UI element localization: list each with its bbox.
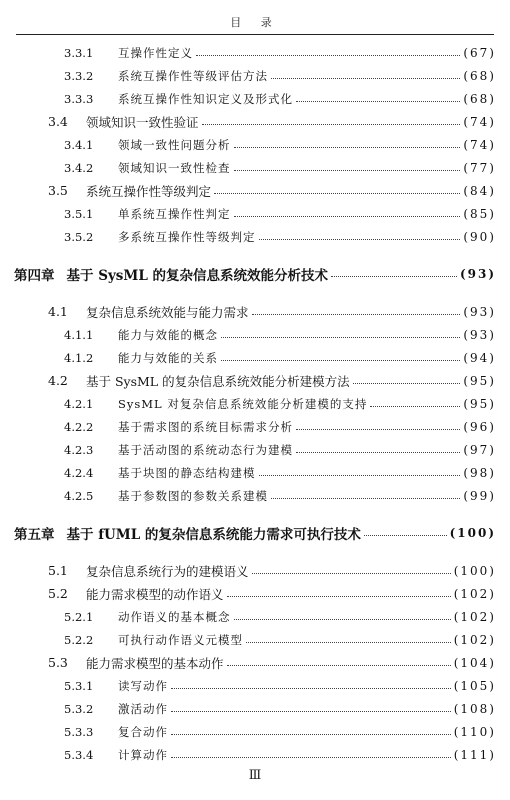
dot-leader [271, 498, 460, 499]
toc-entry [64, 133, 496, 156]
toc-entry-page: (84) [463, 183, 496, 198]
toc-entry [64, 225, 496, 248]
dot-leader [171, 757, 451, 758]
toc-entry-page: (77) [463, 160, 496, 175]
toc-entry [64, 346, 496, 369]
toc-entry-title: 计算动作 [118, 747, 168, 762]
toc-entry-number: 5.3.2 [64, 701, 94, 716]
toc-entry-number: 3.5.1 [64, 206, 94, 221]
dot-leader [296, 101, 460, 102]
toc-entry-title: 系统互操作性等级判定 [86, 183, 212, 199]
toc-entry-number: 4.2.3 [64, 442, 94, 457]
dot-leader [234, 619, 451, 620]
toc-entry-title: 领域知识一致性验证 [86, 114, 199, 130]
dot-leader [171, 711, 451, 712]
toc-entry [48, 559, 496, 582]
toc-entry [48, 369, 496, 392]
toc-entry [64, 156, 496, 179]
toc-entry [64, 697, 496, 720]
toc-entry-title: 能力与效能的概念 [118, 327, 218, 342]
toc-entry [64, 484, 496, 507]
toc-entry [48, 651, 496, 674]
toc-entry-title: SysML 对复杂信息系统效能分析建模的支持 [118, 396, 368, 411]
toc-entry [64, 743, 496, 766]
dot-leader [259, 239, 461, 240]
toc-entry-title: 基于 SysML 的复杂信息系统效能分析建模方法 [86, 373, 350, 389]
toc-entry-number: 3.3.3 [64, 91, 94, 106]
toc-entry-title: 读写动作 [118, 678, 168, 693]
dot-leader [234, 216, 461, 217]
toc-entry-number: 4.1 [48, 304, 68, 319]
toc-entry-number: 5.3.3 [64, 724, 94, 739]
toc-entry-number: 3.5 [48, 183, 68, 198]
toc-entry-page: (102) [453, 609, 496, 624]
dot-leader [296, 452, 460, 453]
page-header: 目 录 [230, 16, 280, 29]
dot-leader [234, 147, 461, 148]
toc-entry [48, 179, 496, 202]
toc-entry-page: (104) [453, 655, 496, 670]
toc-entry-number: 5.1 [48, 563, 68, 578]
dot-leader [221, 337, 460, 338]
toc-entry-number: 3.5.2 [64, 229, 94, 244]
toc-entry-page: (68) [463, 91, 496, 106]
dot-leader [196, 55, 460, 56]
toc-entry-page: (110) [453, 724, 496, 739]
toc-entry-title: 系统互操作性等级评估方法 [118, 68, 268, 83]
toc-entry-number: 4.2 [48, 373, 68, 388]
toc-entry [64, 202, 496, 225]
toc-entry [64, 674, 496, 697]
toc-entry [64, 87, 496, 110]
toc-entry-number: 第五章 [14, 526, 55, 543]
toc-entry-page: (102) [453, 586, 496, 601]
dot-leader [296, 429, 460, 430]
dot-leader [227, 665, 451, 666]
toc-entry [64, 41, 496, 64]
toc-entry-page: (67) [463, 45, 496, 60]
dot-leader [214, 193, 460, 194]
dot-leader [370, 406, 460, 407]
toc-entry-page: (93) [459, 266, 496, 281]
toc-entry-title: 可执行动作语义元模型 [118, 632, 243, 647]
toc-entry-page: (99) [463, 488, 496, 503]
dot-leader [227, 596, 451, 597]
toc-entry-number: 3.3.2 [64, 68, 94, 83]
toc-entry-number: 5.3 [48, 655, 68, 670]
toc-entry-page: (97) [463, 442, 496, 457]
dot-leader [171, 688, 451, 689]
toc-entry-title: 能力与效能的关系 [118, 350, 218, 365]
toc-entry-number: 4.2.5 [64, 488, 94, 503]
dot-leader [364, 535, 447, 536]
toc-entry-page: (85) [463, 206, 496, 221]
toc-entry-number: 第四章 [14, 267, 55, 284]
toc-chapter-entry [14, 521, 496, 544]
toc-entry-page: (74) [463, 137, 496, 152]
toc-entry-number: 5.2.1 [64, 609, 94, 624]
toc-entry-page: (108) [453, 701, 496, 716]
toc-entry-page: (93) [463, 304, 496, 319]
toc-entry-title: 基于参数图的参数关系建模 [118, 488, 268, 503]
toc-entry-title: 能力需求模型的基本动作 [86, 655, 224, 671]
toc-entry-page: (100) [453, 563, 496, 578]
toc-entry-number: 3.4.1 [64, 137, 94, 152]
toc-entry-title: 激活动作 [118, 701, 168, 716]
toc-entry [48, 110, 496, 133]
dot-leader [331, 276, 457, 277]
toc-entry-page: (95) [463, 373, 496, 388]
toc-entry-title: 复杂信息系统效能与能力需求 [86, 304, 249, 320]
toc-entry-page: (74) [463, 114, 496, 129]
toc-entry-page: (105) [453, 678, 496, 693]
dot-leader [252, 573, 451, 574]
toc-entry [64, 461, 496, 484]
toc-entry-title: 基于块图的静态结构建模 [118, 465, 256, 480]
toc-entry [64, 392, 496, 415]
dot-leader [171, 734, 451, 735]
toc-entry-title: 基于 fUML 的复杂信息系统能力需求可执行技术 [66, 526, 361, 543]
toc-entry-page: (96) [463, 419, 496, 434]
toc-entry-title: 领域知识一致性检查 [118, 160, 231, 175]
toc-entry-title: 互操作性定义 [118, 45, 193, 60]
toc-entry-page: (93) [463, 327, 496, 342]
toc-entry-title: 复杂信息系统行为的建模语义 [86, 563, 249, 579]
dot-leader [353, 383, 461, 384]
toc-entry-page: (102) [453, 632, 496, 647]
toc-entry [64, 720, 496, 743]
dot-leader [259, 475, 461, 476]
toc-chapter-entry [14, 262, 496, 285]
toc-entry-title: 基于活动图的系统动态行为建模 [118, 442, 293, 457]
toc-entry [64, 64, 496, 87]
toc-entry-title: 基于需求图的系统目标需求分析 [118, 419, 293, 434]
dot-leader [221, 360, 460, 361]
toc-entry [64, 415, 496, 438]
toc-entry-title: 单系统互操作性判定 [118, 206, 231, 221]
toc-entry [48, 300, 496, 323]
toc-entry-page: (94) [463, 350, 496, 365]
page-folio: Ⅲ [248, 768, 262, 783]
toc-entry-page: (68) [463, 68, 496, 83]
toc-entry-number: 5.3.4 [64, 747, 94, 762]
dot-leader [271, 78, 460, 79]
toc-entry-page: (100) [449, 525, 496, 540]
dot-leader [234, 170, 461, 171]
toc-entry [48, 582, 496, 605]
toc-entry-number: 4.1.1 [64, 327, 94, 342]
toc-entry-number: 5.3.1 [64, 678, 94, 693]
toc-entry [64, 323, 496, 346]
toc-entry [64, 438, 496, 461]
toc-entry-page: (111) [453, 747, 496, 762]
toc-entry [64, 628, 496, 651]
dot-leader [202, 124, 461, 125]
toc-entry-number: 4.2.4 [64, 465, 94, 480]
dot-leader [246, 642, 451, 643]
toc-entry-page: (95) [463, 396, 496, 411]
toc-entry-page: (90) [463, 229, 496, 244]
toc-entry-number: 4.2.2 [64, 419, 94, 434]
header-rule [16, 34, 494, 35]
toc-entry-number: 5.2 [48, 586, 68, 601]
toc-entry-title: 多系统互操作性等级判定 [118, 229, 256, 244]
toc-entry-number: 3.4 [48, 114, 68, 129]
toc-entry-title: 复合动作 [118, 724, 168, 739]
toc-entry-title: 能力需求模型的动作语义 [86, 586, 224, 602]
toc-entry [64, 605, 496, 628]
toc-entry-number: 3.4.2 [64, 160, 94, 175]
toc-entry-page: (98) [463, 465, 496, 480]
toc-entry-title: 基于 SysML 的复杂信息系统效能分析技术 [66, 267, 329, 284]
toc-entry-number: 5.2.2 [64, 632, 94, 647]
toc-entry-number: 4.1.2 [64, 350, 94, 365]
toc-entry-number: 3.3.1 [64, 45, 94, 60]
toc-entry-title: 领域一致性问题分析 [118, 137, 231, 152]
toc-entry-number: 4.2.1 [64, 396, 94, 411]
toc-entry-title: 动作语义的基本概念 [118, 609, 231, 624]
toc-entry-title: 系统互操作性知识定义及形式化 [118, 91, 293, 106]
dot-leader [252, 314, 461, 315]
